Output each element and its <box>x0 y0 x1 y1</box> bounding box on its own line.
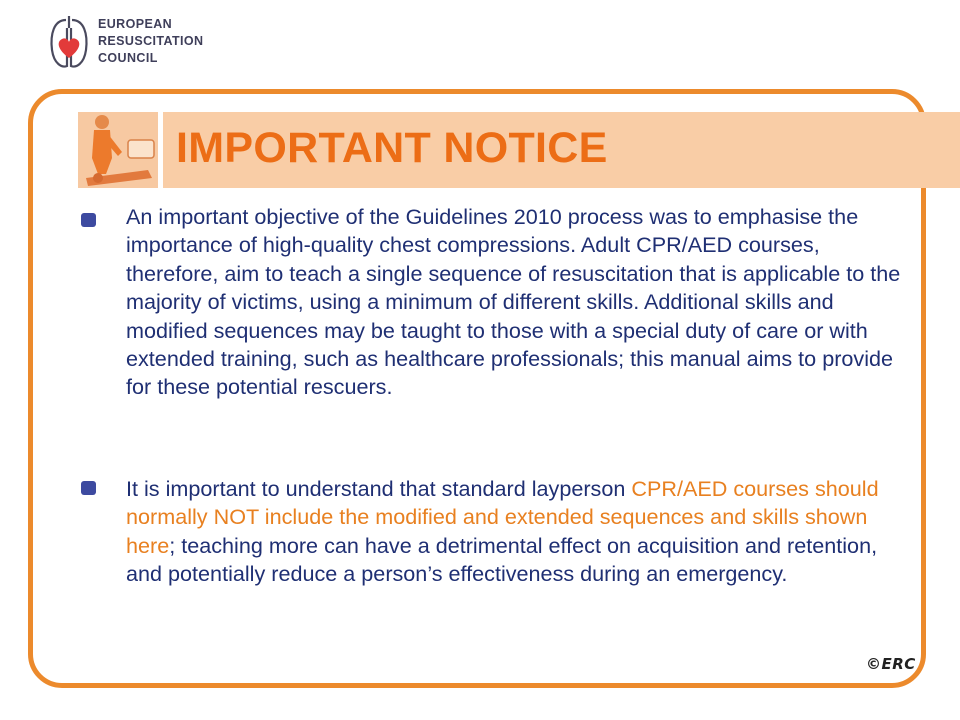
logo-line-3: COUNCIL <box>98 51 158 65</box>
heart-lungs-icon <box>44 14 94 72</box>
bullet-paragraph-2 <box>126 475 916 589</box>
page-title: IMPORTANT NOTICE <box>176 124 608 172</box>
logo-line-2: RESUSCITATION <box>98 34 204 48</box>
paragraph-2-text-after: ; teaching more can have a detrimental effect on acquisition and retention, and potentially reduce a person’s effectiveness during an emergency. <box>126 532 878 587</box>
copyright-mark: ©ERC <box>866 655 916 673</box>
logo-line-1: EUROPEAN <box>98 17 173 31</box>
bullet-square-icon <box>81 481 96 495</box>
bullet-square-icon <box>81 213 96 227</box>
cpr-photo <box>78 112 158 188</box>
logo-text <box>98 16 203 67</box>
paragraph-2-text-before: It is important to understand that standard layperson <box>126 476 632 501</box>
bullet-paragraph-1: An important objective of the Guidelines 2010 process was to emphasise the importance of high-quality chest compressions. Adult CPR/AED courses, therefore, aim to teach a single sequence of resuscitation that is applicable to the majority of victims, using a minimum of different skills. Additional skills and modified sequences may be taught to those with a special duty of care or with extended training, such as healthcare professionals; this manual aims to provide for these potential rescuers. <box>126 204 901 400</box>
erc-logo <box>40 12 240 74</box>
cpr-illustration-icon <box>78 112 158 188</box>
paragraph-2-highlight: CPR/AED courses should normally NOT include the modified and extended sequences and skills shown here <box>126 476 879 558</box>
